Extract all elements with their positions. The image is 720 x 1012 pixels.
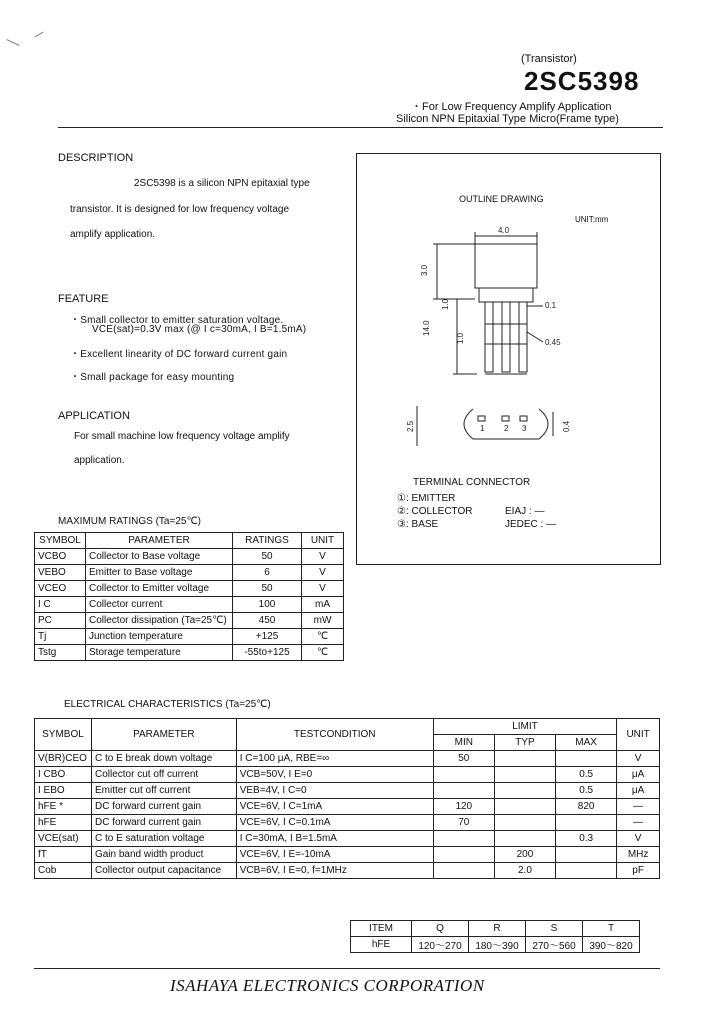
typ-cell <box>494 831 555 847</box>
header-cell: T <box>583 921 640 937</box>
symbol-cell: Tstg <box>35 645 86 661</box>
unit-cell: V <box>617 751 660 767</box>
dim-label: 1.0 <box>456 332 465 344</box>
symbol-cell: VCEO <box>35 581 86 597</box>
header-cell: UNIT <box>302 533 344 549</box>
application-line: application. <box>74 455 125 466</box>
table-row <box>35 767 660 783</box>
max-cell: 0.5 <box>556 783 617 799</box>
symbol-cell: VCE(sat) <box>35 831 92 847</box>
symbol-cell: VCBO <box>35 549 86 565</box>
min-cell <box>433 863 494 879</box>
rank-cell: 120～270 <box>412 937 469 953</box>
header-cell: S <box>526 921 583 937</box>
rank-cell: 270～560 <box>526 937 583 953</box>
header-rule <box>58 127 663 128</box>
typ-cell <box>494 783 555 799</box>
symbol-cell: fT <box>35 847 92 863</box>
category-label: (Transistor) <box>521 53 577 65</box>
description-heading: DESCRIPTION <box>58 152 134 164</box>
header-cell: RATINGS <box>233 533 302 549</box>
min-cell <box>433 831 494 847</box>
feature-heading: FEATURE <box>58 293 109 305</box>
max-ratings-table <box>34 532 344 661</box>
value-cell: 50 <box>233 549 302 565</box>
unit-cell: mA <box>302 597 344 613</box>
value-cell: +125 <box>233 629 302 645</box>
header-cell: SYMBOL <box>35 719 92 751</box>
unit-cell: ℃ <box>302 629 344 645</box>
parameter-cell: C to E break down voltage <box>91 751 236 767</box>
value-cell: 100 <box>233 597 302 613</box>
dim-label: 3.0 <box>420 264 429 276</box>
condition-cell: VCE=6V, I C=1mA <box>236 799 433 815</box>
unit-label: UNIT:mm <box>575 215 609 224</box>
terminal-item: ①: EMITTER <box>397 493 456 504</box>
parameter-cell: Collector to Emitter voltage <box>86 581 233 597</box>
rank-cell: 180～390 <box>469 937 526 953</box>
parameter-cell: Collector dissipation (Ta=25℃) <box>86 613 233 629</box>
type-subtitle: Silicon NPN Epitaxial Type Micro(Frame type) <box>396 113 619 125</box>
value-cell: 50 <box>233 581 302 597</box>
lead <box>519 302 527 372</box>
min-cell: 120 <box>433 799 494 815</box>
terminal-heading: TERMINAL CONNECTOR <box>413 477 531 488</box>
feature-item: ・Excellent linearity of DC forward current gain <box>70 349 288 360</box>
package-body <box>475 244 537 288</box>
electrical-title: ELECTRICAL CHARACTERISTICS (Ta=25℃) <box>64 699 271 710</box>
application-line: For small machine low frequency voltage amplify <box>74 431 290 442</box>
typ-cell: 2.0 <box>494 863 555 879</box>
company-name: ISAHAYA ELECTRONICS CORPORATION <box>170 976 485 995</box>
rank-cell: 390～820 <box>583 937 640 953</box>
max-cell <box>556 751 617 767</box>
description-line: transistor. It is designed for low frequency voltage <box>70 204 290 215</box>
condition-cell: VCE=6V, I E=-10mA <box>236 847 433 863</box>
symbol-cell: Cob <box>35 863 92 879</box>
table-header-row <box>35 719 660 735</box>
dim-label: 0.1 <box>545 301 557 310</box>
typ-cell <box>494 751 555 767</box>
parameter-cell: Emitter cut off current <box>91 783 236 799</box>
min-cell: 70 <box>433 815 494 831</box>
max-cell: 0.3 <box>556 831 617 847</box>
value-cell: -55to+125 <box>233 645 302 661</box>
unit-cell: V <box>302 581 344 597</box>
typ-cell <box>494 799 555 815</box>
parameter-cell: Storage temperature <box>86 645 233 661</box>
jedec-label: JEDEC : — <box>505 519 557 530</box>
symbol-cell: hFE <box>35 815 92 831</box>
parameter-cell: DC forward current gain <box>91 815 236 831</box>
symbol-cell: I CBO <box>35 767 92 783</box>
header-cell: UNIT <box>617 719 660 751</box>
unit-cell: — <box>617 799 660 815</box>
max-cell <box>556 847 617 863</box>
symbol-cell: VEBO <box>35 565 86 581</box>
table-row <box>35 751 660 767</box>
symbol-cell: I C <box>35 597 86 613</box>
symbol-cell: PC <box>35 613 86 629</box>
parameter-cell: DC forward current gain <box>91 799 236 815</box>
table-row <box>35 581 344 597</box>
unit-cell: V <box>302 549 344 565</box>
condition-cell: VCB=6V, I E=0, f=1MHz <box>236 863 433 879</box>
value-cell: 6 <box>233 565 302 581</box>
header-cell: LIMIT <box>433 719 617 735</box>
dim-label: 1.0 <box>441 298 450 310</box>
typ-cell <box>494 767 555 783</box>
unit-cell: MHz <box>617 847 660 863</box>
typ-cell: 200 <box>494 847 555 863</box>
electrical-table <box>34 718 660 879</box>
symbol-cell: V(BR)CEO <box>35 751 92 767</box>
feature-item: ・Small collector to emitter saturation voltage. <box>70 315 284 326</box>
condition-cell: VCE=6V, I C=0.1mA <box>236 815 433 831</box>
table-header-row <box>35 533 344 549</box>
unit-cell: pF <box>617 863 660 879</box>
header-cell: PARAMETER <box>86 533 233 549</box>
condition-cell: VEB=4V, I C=0 <box>236 783 433 799</box>
min-cell <box>433 847 494 863</box>
table-row <box>35 629 344 645</box>
leader-line <box>527 332 543 342</box>
lead <box>485 302 493 372</box>
scan-mark <box>6 39 19 46</box>
header-cell: MIN <box>433 735 494 751</box>
table-row <box>35 645 344 661</box>
symbol-cell: Tj <box>35 629 86 645</box>
dim-label: 4.0 <box>498 226 510 235</box>
unit-cell: V <box>617 831 660 847</box>
footer-rule <box>34 968 660 969</box>
header-cell: TYP <box>494 735 555 751</box>
parameter-cell: Collector to Base voltage <box>86 549 233 565</box>
header-cell: PARAMETER <box>91 719 236 751</box>
unit-cell: mW <box>302 613 344 629</box>
typ-cell <box>494 815 555 831</box>
max-cell <box>556 815 617 831</box>
condition-cell: VCB=50V, I E=0 <box>236 767 433 783</box>
parameter-cell: Collector output capacitance <box>91 863 236 879</box>
parameter-cell: C to E saturation voltage <box>91 831 236 847</box>
parameter-cell: Gain band width product <box>91 847 236 863</box>
max-cell: 0.5 <box>556 767 617 783</box>
parameter-cell: Emitter to Base voltage <box>86 565 233 581</box>
table-row <box>35 847 660 863</box>
pin-number: 1 <box>480 424 485 433</box>
part-number-title: 2SC5398 <box>524 66 640 96</box>
dim-label: 2.5 <box>406 420 415 432</box>
symbol-cell: I EBO <box>35 783 92 799</box>
lead <box>502 302 510 372</box>
table-row <box>35 815 660 831</box>
min-cell: 50 <box>433 751 494 767</box>
description-line: 2SC5398 is a silicon NPN epitaxial type <box>134 178 310 189</box>
max-cell: 820 <box>556 799 617 815</box>
terminal-item: ③: BASE <box>397 519 439 530</box>
min-cell <box>433 767 494 783</box>
feature-item: VCE(sat)=0.3V max (@ I c=30mA, I B=1.5mA) <box>92 324 307 335</box>
max-cell <box>556 863 617 879</box>
pin-pad <box>502 416 509 421</box>
scan-mark <box>34 32 43 38</box>
condition-cell: I C=100 μA, RBE=∞ <box>236 751 433 767</box>
unit-cell: ℃ <box>302 645 344 661</box>
dim-label: 14.0 <box>422 320 431 336</box>
eiaj-label: EIAJ : — <box>505 506 545 517</box>
package-drawing <box>357 224 657 454</box>
table-header-row <box>351 921 640 937</box>
dim-label: 0.4 <box>562 420 571 432</box>
dim-label: 0.45 <box>545 338 561 347</box>
parameter-cell: Junction temperature <box>86 629 233 645</box>
max-ratings-title: MAXIMUM RATINGS (Ta=25℃) <box>58 516 202 527</box>
unit-cell: μA <box>617 783 660 799</box>
header-cell: TESTCONDITION <box>236 719 433 751</box>
application-heading: APPLICATION <box>58 410 130 422</box>
header-cell: R <box>469 921 526 937</box>
header-cell: MAX <box>556 735 617 751</box>
header-cell: ITEM <box>351 921 412 937</box>
pin-pad <box>520 416 527 421</box>
min-cell <box>433 783 494 799</box>
pin-number: 2 <box>504 424 509 433</box>
outline-title: OUTLINE DRAWING <box>459 194 544 204</box>
symbol-cell: hFE * <box>35 799 92 815</box>
unit-cell: V <box>302 565 344 581</box>
table-row <box>35 831 660 847</box>
table-row <box>35 597 344 613</box>
hfe-rank-table <box>350 920 640 953</box>
pin-number: 3 <box>522 424 527 433</box>
parameter-cell: Collector current <box>86 597 233 613</box>
table-row <box>35 613 344 629</box>
table-row <box>35 549 344 565</box>
header-cell: SYMBOL <box>35 533 86 549</box>
feature-item: ・Small package for easy mounting <box>70 372 235 383</box>
pin-pad <box>478 416 485 421</box>
application-subtitle: ・For Low Frequency Amplify Application <box>411 101 612 113</box>
unit-cell: μA <box>617 767 660 783</box>
parameter-cell: Collector cut off current <box>91 767 236 783</box>
table-row <box>35 799 660 815</box>
header-cell: Q <box>412 921 469 937</box>
table-row <box>35 783 660 799</box>
package-shoulder <box>479 288 533 302</box>
condition-cell: I C=30mA, I B=1.5mA <box>236 831 433 847</box>
value-cell: 450 <box>233 613 302 629</box>
table-row <box>351 937 640 953</box>
symbol-cell: hFE <box>351 937 412 953</box>
description-line: amplify application. <box>70 229 156 240</box>
outline-drawing-box <box>356 153 661 565</box>
table-row <box>35 565 344 581</box>
terminal-item: ②: COLLECTOR <box>397 506 473 517</box>
unit-cell: — <box>617 815 660 831</box>
table-row <box>35 863 660 879</box>
